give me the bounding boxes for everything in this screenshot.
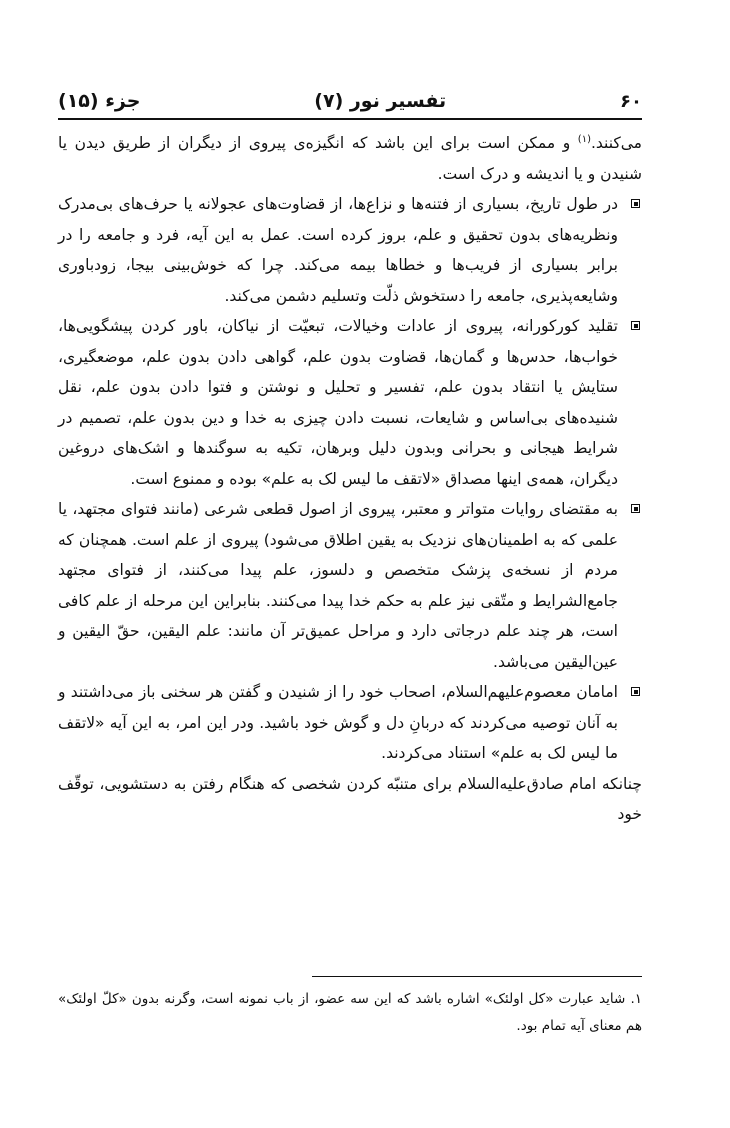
bullet-paragraph [58,189,642,311]
closing-paragraph: چنانکه امام صادق‌علیه‌السلام برای متنبّه کردن شخصی که هنگام رفتن به دستشویی، توقّف خود [58,774,642,823]
body-text [58,128,642,830]
book-page [58,86,642,1046]
intro-rest: و ممکن است برای این باشد که انگیزه‌ی پیروی از دیگران از طریق دیدن یا شنیدن و یا اندیشه و درک است. [58,134,642,183]
bullet-text: امامان معصوم‌علیهم‌السلام، اصحاب خود را از شنیدن و گفتن هر سخنی باز می‌داشتند و به آنان توصیه می‌کردند که دربانِ دل و گوش خود باشید. ودر این امر، به این آیه «لاتقف ما لیس لک به علم» استناد می‌کردند. [58,683,618,762]
intro-start: می‌کنند. [590,134,642,152]
bullet-paragraph [58,311,642,494]
bullet-text: تقلید کورکورانه، پیروی از عادات وخیالات، تبعیّت از نیاکان، باور کردن پیشگویی‌ها، خواب‌ها، حدس‌ها و گمان‌ها، قضاوت بدون علم، گواهی دادن بدون علم، موضعگیری، ستایش یا انتقاد بدون علم، تفسیر و تحلیل و نوشتن و فتوا دادن بدون علم، نقل شنیده‌های بی‌اساس و شایعات، نسبت دادن چیزی به خدا و دین بدون علم، تصمیم در شرایط هیجانی و بحرانی وبدون دلیل وبرهان، تکیه به سوگندها و اشک‌های دروغین دیگران، همه‌ی اینها مصداق «لاتقف ما لیس لک به علم» بوده و ممنوع است. [58,317,618,488]
running-header [58,86,642,116]
square-bullet-icon [631,321,640,330]
square-bullet-icon [631,687,640,696]
bullet-text: به مقتضای روایات متواتر و معتبر، پیروی از اصول قطعی شرعی (مانند فتوای مجتهد، یا علمی که به اطمینان‌های نزدیک به یقین اطلاق می‌شود) پیروی از علم است. همچنان که مردم از نسخه‌ی پزشک متخصص و دلسوز، علم پیدا می‌کنند، از فتوای مجتهد جامع‌الشرایط و متّقی نیز علم به حکم خدا پیدا می‌کنند. بنابراین این مرحله از علم کافی است، هر چند علم درجاتی دارد و مراحل عمیق‌تر آن مانند: علم الیقین، حقّ الیقین و عین‌الیقین می‌باشد. [58,500,618,671]
footnote-reference: (۱) [577,133,591,145]
bullet-paragraph [58,494,642,677]
square-bullet-icon [631,504,640,513]
book-title: تفسیر نور (۷) [314,90,447,112]
part-label: جزء (۱۵) [58,90,141,112]
footnote-text: ۱. شاید عبارت «کل اولئک» اشاره باشد که این سه عضو، از باب نمونه است، وگرنه بدون «کلّ اولئک» هم معنای آیه تمام بود. [58,991,642,1034]
bullet-paragraph [58,677,642,769]
footnote [58,986,642,1040]
intro-paragraph [58,128,642,189]
square-bullet-icon [631,199,640,208]
bullet-text: در طول تاریخ، بسیاری از فتنه‌ها و نزاع‌ها، از قضاوت‌های عجولانه یا حرف‌های بی‌مدرک ونظریه‌های بدون تحقیق و علم، بروز کرده است. عمل به این آیه، فرد و جامعه را در برابر بسیاری از فریب‌ها و خطاها بیمه می‌کند. چرا که خوش‌بینی بیجا، زودباوری وشایعه‌پذیری، جامعه را دستخوش ذلّت وتسلیم دشمن می‌کند. [58,195,618,305]
page-number: ۶۰ [620,90,642,112]
footnote-rule [312,976,642,977]
header-rule [58,118,642,120]
